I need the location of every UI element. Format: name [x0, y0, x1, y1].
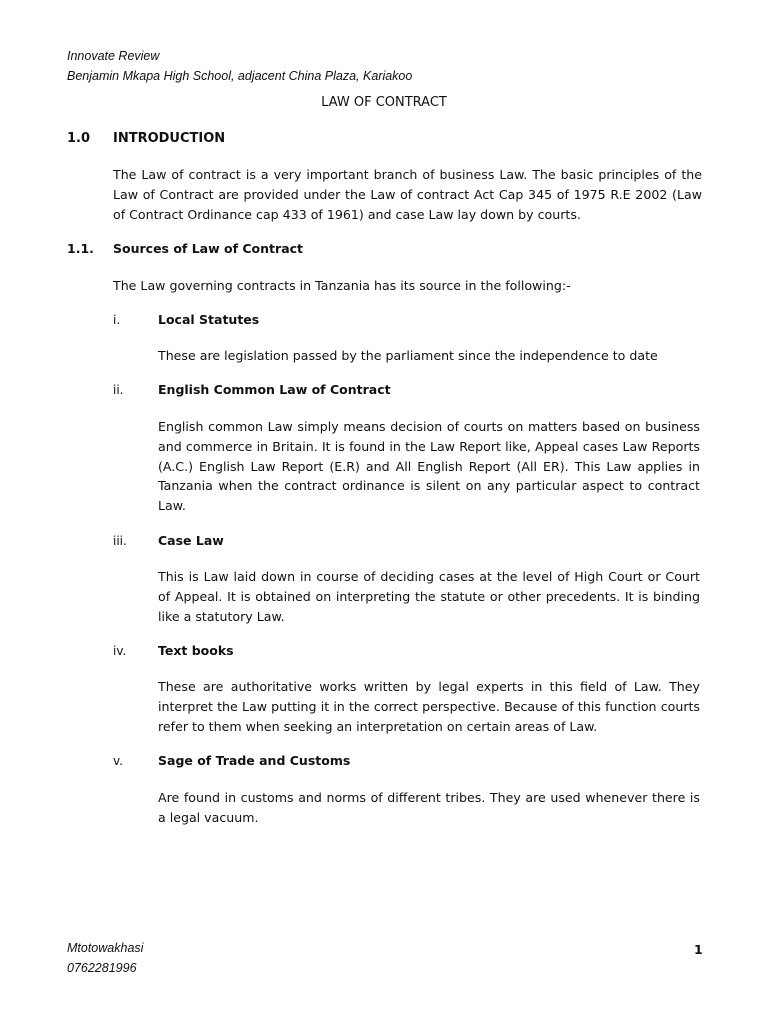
page-footer: [67, 938, 143, 978]
header-publication: Innovate Review: [67, 49, 160, 63]
page-number: 1: [694, 942, 703, 957]
list-item-body: Are found in customs and norms of different tribes. They are used whenever there is a legal vacuum.: [158, 790, 700, 825]
list-item-title: Case Law: [158, 533, 224, 548]
list-item-title: Text books: [158, 643, 234, 658]
list-item-numeral: ii.: [113, 383, 124, 397]
list-item-title: English Common Law of Contract: [158, 382, 391, 397]
list-item-numeral: iii.: [113, 534, 127, 548]
section-number: 1.0: [67, 131, 91, 146]
subsection-intro-paragraph: The Law governing contracts in Tanzania has its source in the following:-: [113, 278, 571, 293]
list-item-body: These are legislation passed by the parliament since the independence to date: [158, 348, 658, 363]
header-school-address: Benjamin Mkapa High School, adjacent China Plaza, Kariakoo: [67, 69, 413, 83]
subsection-number: 1.1.: [67, 241, 94, 256]
subsection-title: Sources of Law of Contract: [113, 241, 304, 256]
list-item-numeral: i.: [113, 313, 121, 327]
list-item-body: These are authoritative works written by legal experts in this field of Law. They interpret the Law putting it in the correct perspective. Because of this function courts refer to them when seeking an interpretation on certain areas of Law.: [158, 679, 700, 734]
document-title: LAW OF CONTRACT: [321, 95, 447, 110]
section-intro-paragraph: The Law of contract is a very important branch of business Law. The basic principles of the Law of Contract are provided under the Law of contract Act Cap 345 of 1975 R.E 2002 (Law of Contract Ordinance cap 433 of 1961) and case Law lay down by courts.: [113, 167, 702, 222]
list-item-title: Local Statutes: [158, 312, 260, 327]
list-item-numeral: iv.: [113, 644, 127, 658]
footer-author: Mtotowakhasi: [67, 941, 144, 955]
section-title: INTRODUCTION: [113, 131, 226, 146]
page-header: [67, 46, 412, 86]
list-item-body: English common Law simply means decision of courts on matters based on business and commerce in Britain. It is found in the Law Report like, Appeal cases Law Reports (A.C.) English Law Report (E.R) and All English Report (All ER). This Law applies in Tanzania when the contract ordinance is silent on any particular aspect to contract Law.: [158, 419, 700, 514]
list-item-title: Sage of Trade and Customs: [158, 753, 351, 768]
list-item-numeral: v.: [113, 754, 123, 768]
list-item-body: This is Law laid down in course of deciding cases at the level of High Court or Court of Appeal. It is obtained on interpreting the statute or other precedents. It is binding like a statutory Law.: [158, 569, 700, 624]
footer-phone: 0762281996: [67, 961, 137, 975]
